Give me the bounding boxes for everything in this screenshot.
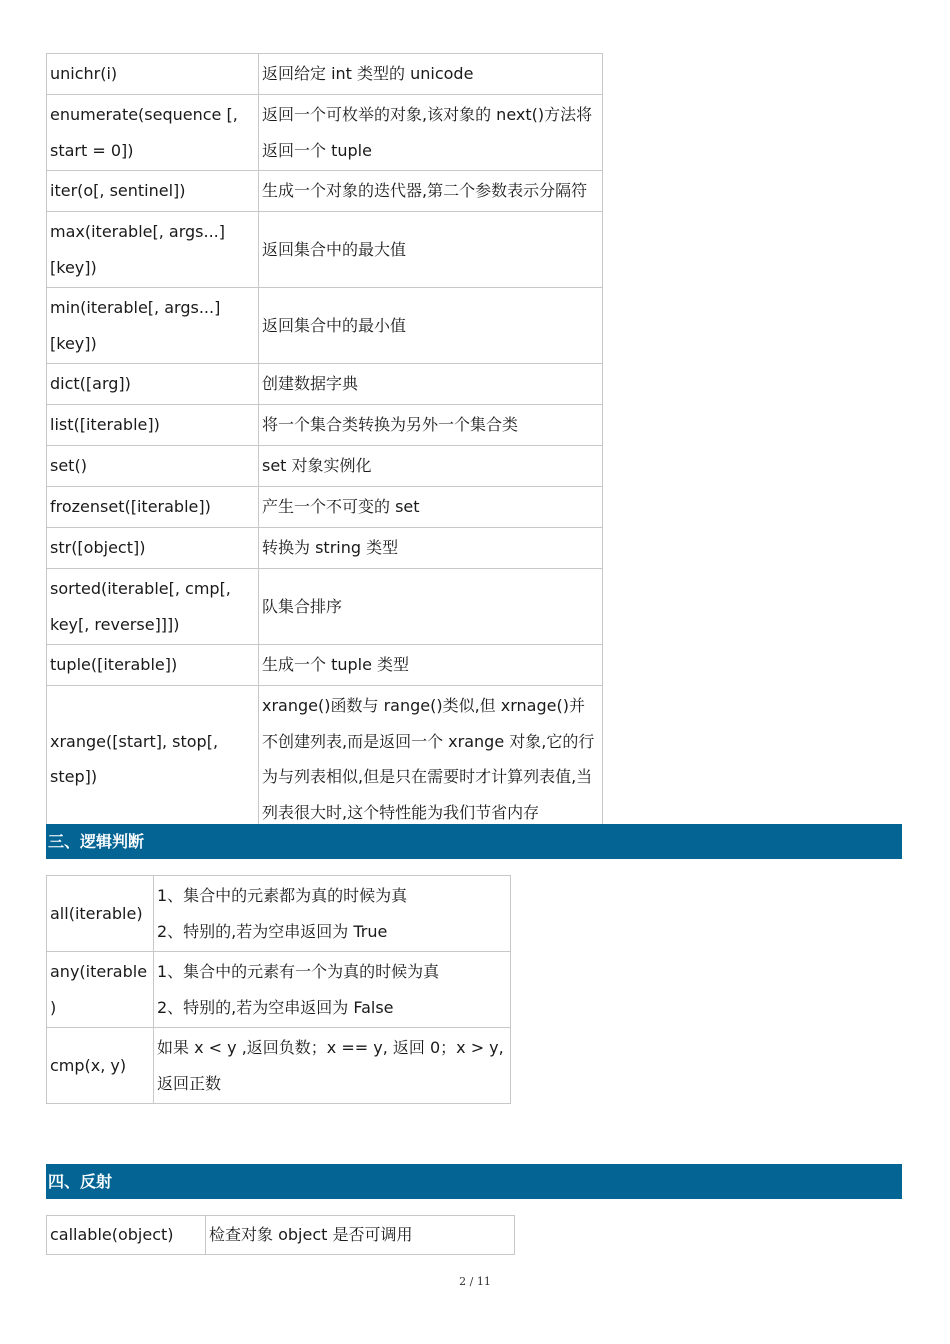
table-row xyxy=(47,952,511,1028)
function-desc-cell xyxy=(154,952,511,1028)
function-desc-cell: 检查对象 object 是否可调用 xyxy=(206,1216,515,1255)
function-desc-cell: 转换为 string 类型 xyxy=(259,528,603,569)
table-row xyxy=(47,288,603,364)
function-desc-cell: 生成一个 tuple 类型 xyxy=(259,645,603,686)
function-desc-cell: 返回给定 int 类型的 unicode xyxy=(259,54,603,95)
table-row xyxy=(47,405,603,446)
table-row xyxy=(47,54,603,95)
function-name-cell: list([iterable]) xyxy=(47,405,259,446)
table-row xyxy=(47,446,603,487)
function-name-cell: iter(o[, sentinel]) xyxy=(47,171,259,212)
function-name-cell: xrange([start], stop[, step]) xyxy=(47,686,259,833)
desc-line: 2、特别的,若为空串返回为 False xyxy=(157,997,394,1017)
desc-line: 2、特别的,若为空串返回为 True xyxy=(157,921,388,941)
function-name-cell: dict([arg]) xyxy=(47,364,259,405)
function-desc-cell: 创建数据字典 xyxy=(259,364,603,405)
table-row xyxy=(47,686,603,833)
table-row xyxy=(47,569,603,645)
function-name-cell: any(iterable) xyxy=(47,952,154,1028)
function-desc-cell: 返回集合中的最小值 xyxy=(259,288,603,364)
table-row xyxy=(47,1216,515,1255)
table-row xyxy=(47,528,603,569)
table-row xyxy=(47,171,603,212)
function-name-cell: all(iterable) xyxy=(47,876,154,952)
function-name-cell: tuple([iterable]) xyxy=(47,645,259,686)
builtin-functions-table xyxy=(46,53,603,833)
table-row xyxy=(47,645,603,686)
table-row xyxy=(47,364,603,405)
function-name-cell: callable(object) xyxy=(47,1216,206,1255)
function-desc-cell: xrange()函数与 range()类似,但 xrnage()并不创建列表,而是返回一个 xrange 对象,它的行为与列表相似,但是只在需要时才计算列表值,当列表很大时,这个特性能为我们节省内存 xyxy=(259,686,603,833)
function-name-cell: sorted(iterable[, cmp[, key[, reverse]]]) xyxy=(47,569,259,645)
function-name-cell: frozenset([iterable]) xyxy=(47,487,259,528)
function-desc-cell: 生成一个对象的迭代器,第二个参数表示分隔符 xyxy=(259,171,603,212)
function-desc-cell: 如果 x < y ,返回负数；x == y, 返回 0；x > y,返回正数 xyxy=(154,1028,511,1104)
function-name-cell: set() xyxy=(47,446,259,487)
function-desc-cell: 队集合排序 xyxy=(259,569,603,645)
function-name-cell: unichr(i) xyxy=(47,54,259,95)
reflection-functions-table xyxy=(46,1215,515,1255)
function-desc-cell: 产生一个不可变的 set xyxy=(259,487,603,528)
function-name-cell: str([object]) xyxy=(47,528,259,569)
function-name-cell: cmp(x, y) xyxy=(47,1028,154,1104)
function-name-cell: max(iterable[, args...][key]) xyxy=(47,212,259,288)
desc-line: 1、集合中的元素有一个为真的时候为真 xyxy=(157,962,440,981)
section-heading-reflection: 四、反射 xyxy=(46,1164,902,1199)
function-desc-cell: set 对象实例化 xyxy=(259,446,603,487)
function-desc-cell xyxy=(154,876,511,952)
function-desc-cell: 返回集合中的最大值 xyxy=(259,212,603,288)
desc-line: 1、集合中的元素都为真的时候为真 xyxy=(157,886,408,905)
function-name-cell: enumerate(sequence [, start = 0]) xyxy=(47,95,259,171)
logic-functions-table xyxy=(46,875,511,1104)
function-desc-cell: 返回一个可枚举的对象,该对象的 next()方法将返回一个 tuple xyxy=(259,95,603,171)
section-heading-logic: 三、逻辑判断 xyxy=(46,824,902,859)
function-desc-cell: 将一个集合类转换为另外一个集合类 xyxy=(259,405,603,446)
table-row xyxy=(47,95,603,171)
table-row xyxy=(47,487,603,528)
table-row xyxy=(47,876,511,952)
function-name-cell: min(iterable[, args...][key]) xyxy=(47,288,259,364)
table-row xyxy=(47,212,603,288)
table-row xyxy=(47,1028,511,1104)
page-number: 2 / 11 xyxy=(459,1275,491,1288)
